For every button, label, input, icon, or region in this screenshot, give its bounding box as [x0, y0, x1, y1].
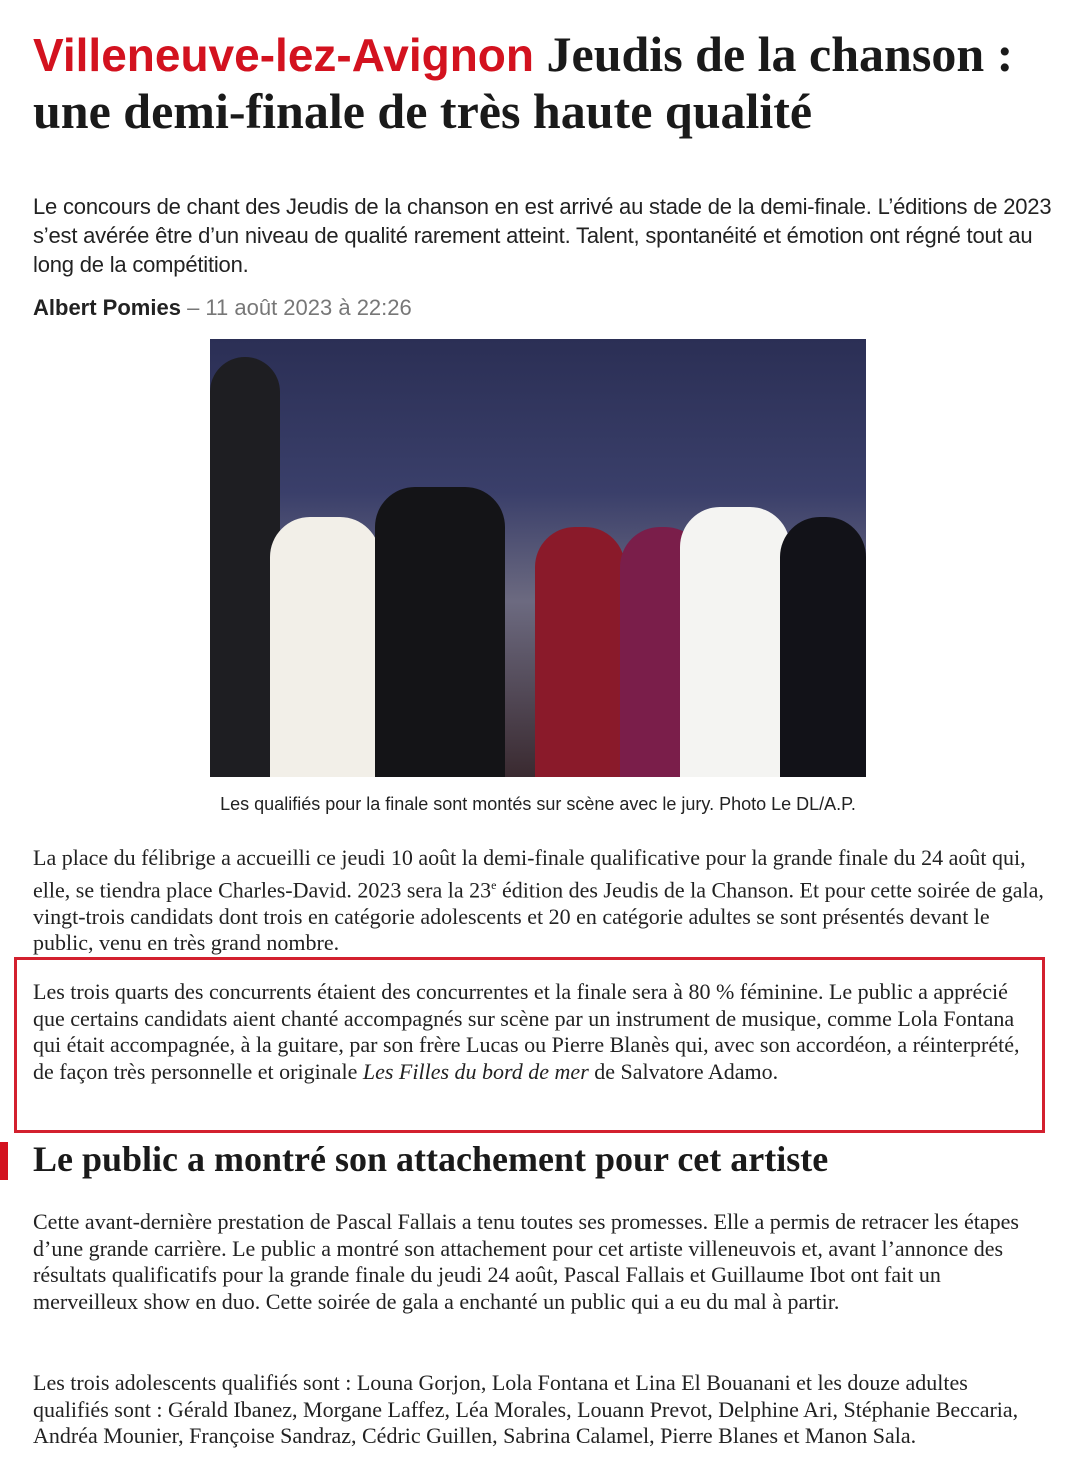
article-lede: Le concours de chant des Jeudis de la chanson en est arrivé au stade de la demi-finale. L’éditions de 2023 s’est avérée être d’un niveau de qualité rarement atteint. Talent, spontanéité et émotion ont régné tout au long de la compétition. [33, 194, 1052, 277]
paragraph-1-text-b: édition des Jeudis de la Chanson. Et pour cette soirée de gala, vingt-trois candidats dont trois en catégorie adolescents et 20 en catégorie adultes se sont présentés devant le public, venu en très grand nombre. [33, 876, 1044, 956]
paragraph-2 [33, 979, 1033, 1085]
paragraph-1 [33, 845, 1048, 957]
paragraph-2-text-b: de Salvatore Adamo. [588, 1058, 779, 1084]
article-location: Villeneuve-lez-Avignon [33, 29, 534, 81]
paragraph-2-text-a: Les trois quarts des concurrents étaient des concurrentes et la finale sera à 80 % féminine. Le public a apprécié que certains candidats aient chanté accompagnés sur scène par un instrument de musique, comme Lola Fontana qui était accompagnée, à la guitare, par son frère Lucas ou Pierre Blanès qui, avec son accordéon, a réinterprété, de façon très personnelle et originale [33, 979, 1020, 1084]
byline [33, 295, 412, 321]
subheading: Le public a montré son attachement pour cet artiste [33, 1139, 829, 1179]
paragraph-1-text-a: La place du félibrige a accueilli ce jeudi 10 août la demi-finale qualificative pour la grande finale du 24 août qui, elle, se tiendra place Charles-David. 2023 sera la 23 [33, 845, 1026, 902]
subheading-accent-bar [0, 1142, 8, 1180]
article-title [33, 26, 1043, 139]
publish-date: – 11 août 2023 à 22:26 [187, 295, 412, 320]
paragraph-3: Cette avant-dernière prestation de Pascal Fallais a tenu toutes ses promesses. Elle a permis de retracer les étapes d’une grande carrière. Le public a montré son attachement pour cet artiste villeneuvois et, avant l’annonce des résultats qualificatifs pour la grande finale du jeudi 24 août, Pascal Fallais et Guillaume Ibot ont fait un merveilleux show en duo. Cette soirée de gala a enchanté un public qui a eu du mal à partir. [33, 1209, 1019, 1314]
song-title: Les Filles du bord de mer [362, 1058, 589, 1084]
paragraph-4: Les trois adolescents qualifiés sont : Louna Gorjon, Lola Fontana et Lina El Bouanani et les douze adultes qualifiés sont : Gérald Ibanez, Morgane Laffez, Léa Morales, Louann Prevot, Delphine Ari, Stéphanie Beccaria, Andréa Mounier, Françoise Sandraz, Cédric Guillen, Sabrina Calamel, Pierre Blanes et Manon Sala. [33, 1370, 1019, 1449]
article-title-text: Jeudis de la chanson : une demi-finale de très haute qualité [33, 26, 1014, 139]
superscript: e [491, 877, 497, 892]
photo-caption: Les qualifiés pour la finale sont montés sur scène avec le jury. Photo Le DL/A.P. [220, 794, 856, 814]
author-name[interactable]: Albert Pomies [33, 295, 181, 320]
article-photo [210, 339, 866, 777]
